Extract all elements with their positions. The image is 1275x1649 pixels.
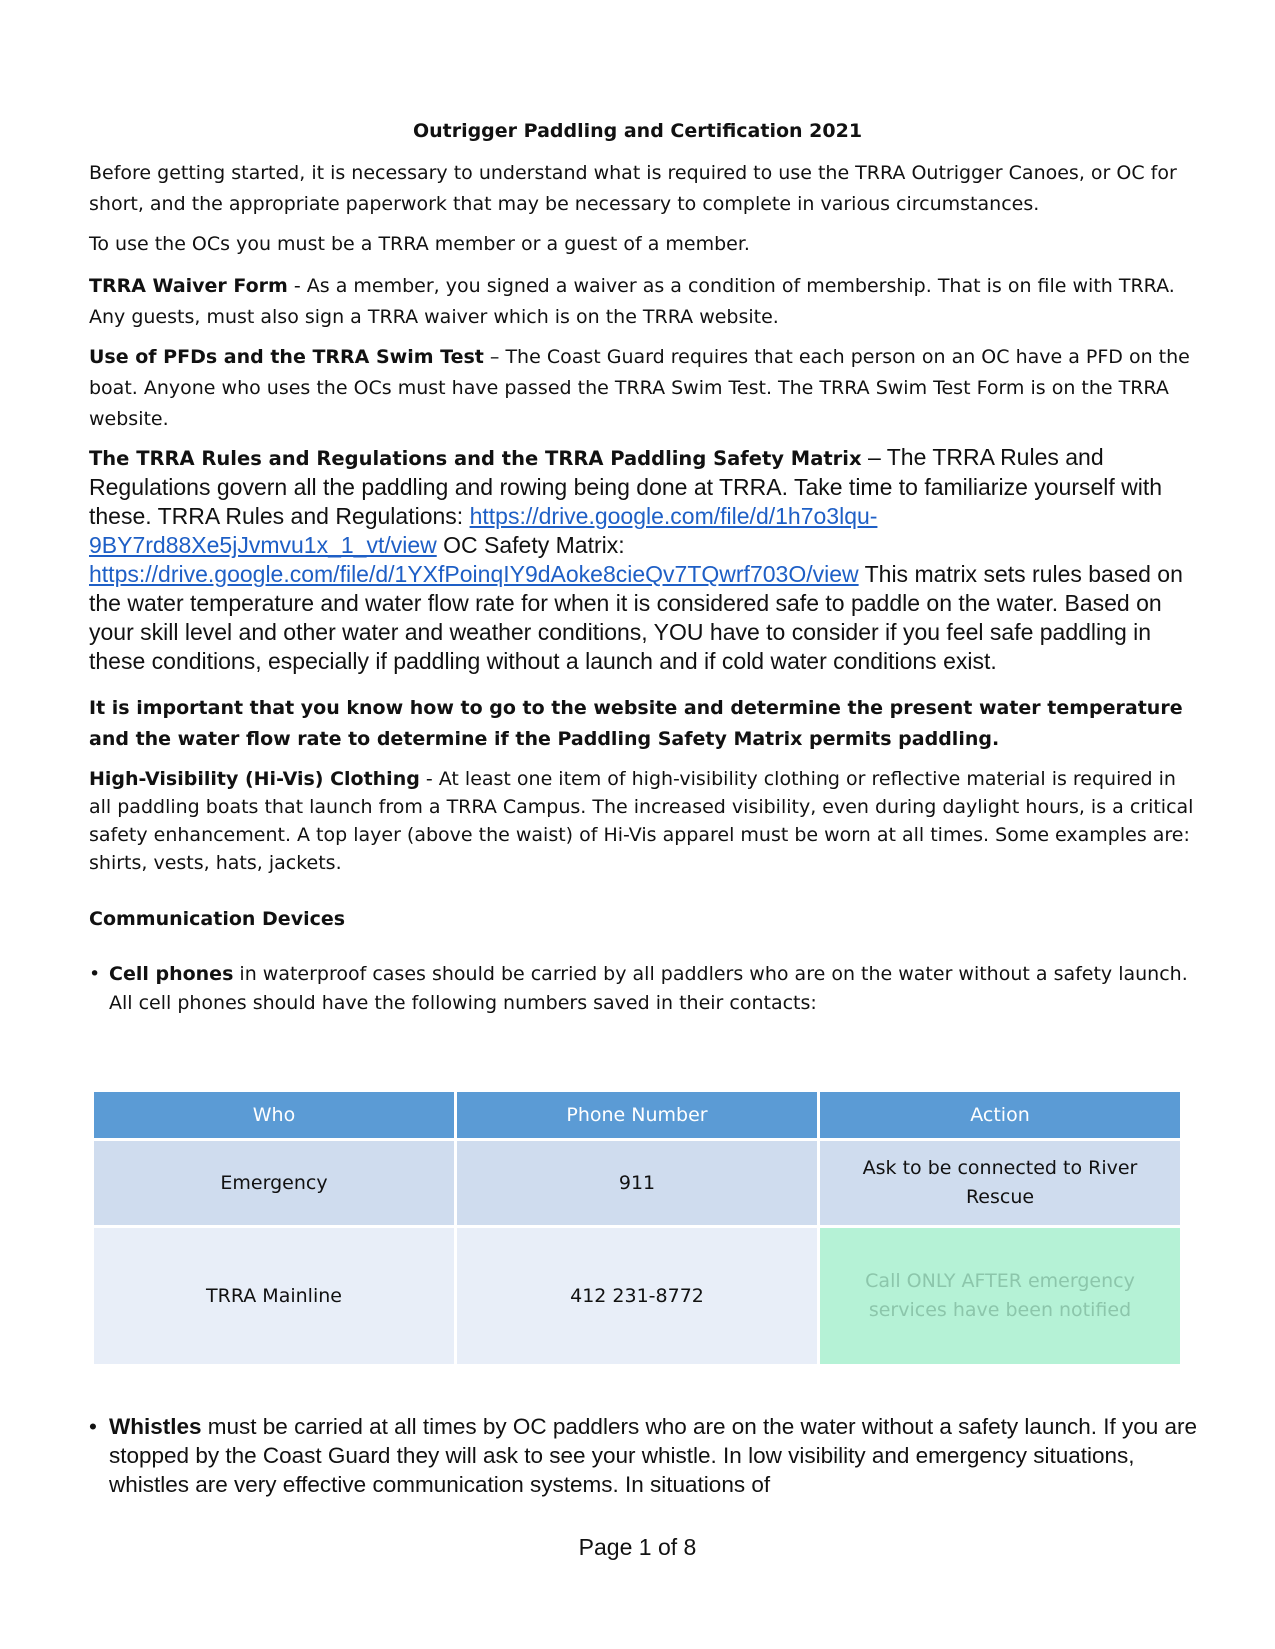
cell-phones-heading: Cell phones	[109, 963, 234, 985]
hivis-heading: High-Visibility (Hi-Vis) Clothing	[89, 768, 420, 790]
cell-phone: 911	[457, 1141, 817, 1225]
rules-text-3: This matrix sets rules based on the water temperature and water flow rate for when it is considered safe to paddle on the water. Based on your skill level and other water and weather conditions, YOU have to consider if you feel safe paddling in these conditions, especially if paddling without a launch and if cold water conditions exist.	[89, 561, 1183, 674]
whistles-heading: Whistles	[109, 1414, 202, 1439]
hivis-paragraph	[89, 765, 1199, 877]
safety-matrix-link[interactable]: https://drive.google.com/file/d/1YXfPoinqIY9dAoke8cieQv7TQwrf703O/view	[89, 561, 859, 587]
table-header-row	[94, 1092, 1180, 1138]
pfd-heading: Use of PFDs and the TRRA Swim Test	[89, 346, 484, 368]
header-phone-number: Phone Number	[457, 1092, 817, 1138]
header-action: Action	[820, 1092, 1180, 1138]
cell-phone: 412 231-8772	[457, 1228, 817, 1364]
header-who: Who	[94, 1092, 454, 1138]
document-title: Outrigger Paddling and Certification 2021	[412, 120, 863, 142]
cell-action: Call ONLY AFTER emergency services have been notified	[820, 1228, 1180, 1364]
table-row	[94, 1141, 1180, 1225]
whistles-text: must be carried at all times by OC paddlers who are on the water without a safety launch. If you are stopped by the Coast Guard they will ask to see your whistle. In low visibility and emergency situations, whistles are very effective communication systems. In situations of	[109, 1414, 1198, 1497]
waiver-paragraph	[89, 271, 1199, 333]
whistles-bullet	[89, 1412, 1199, 1499]
rules-paragraph	[89, 443, 1199, 676]
rules-regulations-link[interactable]: https://drive.google.com/file/d/1h7o3lqu-9BY7rd88Xe5jJvmvu1x_1_vt/view	[89, 503, 878, 558]
cell-action: Ask to be connected to River Rescue	[820, 1141, 1180, 1225]
pfd-text: – The Coast Guard requires that each person on an OC have a PFD on the boat. Anyone who uses the OCs must have passed the TRRA Swim Test. The TRRA Swim Test Form is on the TRRA website.	[89, 346, 1190, 430]
membership-paragraph: To use the OCs you must be a TRRA member or a guest of a member.	[89, 233, 750, 255]
page-number: Page 1 of 8	[578, 1534, 697, 1560]
cell-phones-bullet	[89, 960, 1199, 1018]
waiver-heading: TRRA Waiver Form	[89, 275, 288, 297]
pfd-paragraph	[89, 342, 1199, 435]
cell-who: Emergency	[94, 1141, 454, 1225]
cell-phones-text: in waterproof cases should be carried by all paddlers who are on the water without a safety launch. All cell phones should have the following numbers saved in their contacts:	[109, 963, 1188, 1014]
important-paragraph: It is important that you know how to go to the website and determine the present water temperature and the water flow rate to determine if the Paddling Safety Matrix permits paddling.	[89, 697, 1183, 750]
rules-text-2: OC Safety Matrix:	[436, 532, 625, 558]
communication-heading: Communication Devices	[89, 908, 346, 930]
bullet-marker: •	[89, 963, 101, 985]
cell-who: TRRA Mainline	[94, 1228, 454, 1364]
rules-text-1: – The TRRA Rules and Regulations govern all the paddling and rowing being done at TRRA. Take time to familiarize yourself with these. TRRA Rules and Regulations:	[89, 444, 1163, 529]
emergency-contacts-table	[91, 1089, 1183, 1367]
rules-heading: The TRRA Rules and Regulations and the TRRA Paddling Safety Matrix	[89, 447, 862, 470]
hivis-text: - At least one item of high-visibility clothing or reflective material is required in all paddling boats that launch from a TRRA Campus. The increased visibility, even during daylight hours, is a critical safety enhancement. A top layer (above the waist) of Hi-Vis apparel must be worn at all times. Some examples are: shirts, vests, hats, jackets.	[89, 768, 1194, 874]
waiver-text: - As a member, you signed a waiver as a condition of membership. That is on file with TRRA. Any guests, must also sign a TRRA waiver which is on the TRRA website.	[89, 275, 1175, 328]
table-row	[94, 1228, 1180, 1364]
bullet-marker: •	[89, 1414, 97, 1439]
intro-paragraph: Before getting started, it is necessary to understand what is required to use the TRRA Outrigger Canoes, or OC for short, and the appropriate paperwork that may be necessary to complete in various circumstances.	[89, 162, 1177, 215]
